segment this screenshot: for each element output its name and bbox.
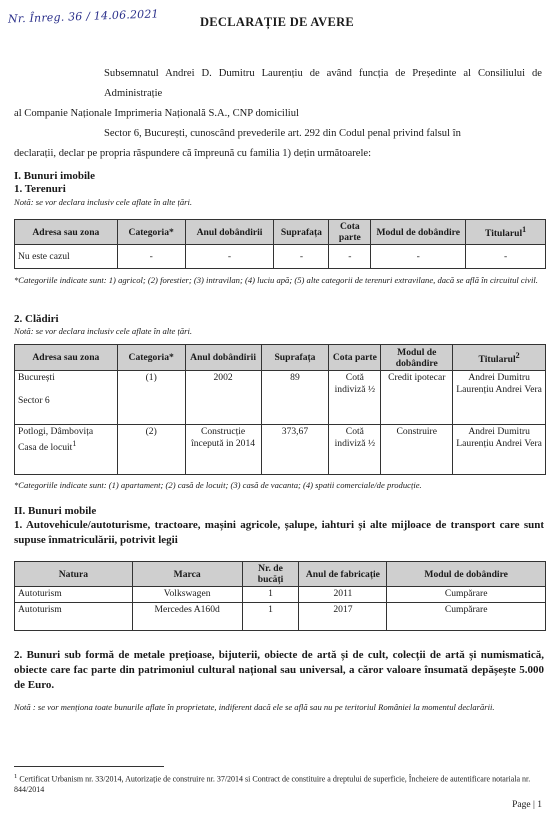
- land-table-header: [15, 220, 546, 245]
- veh-header-type: Natura: [15, 562, 133, 587]
- veh-cell-year: 2011: [299, 587, 387, 603]
- veh-cell-brand: Mercedes A160d: [132, 603, 242, 631]
- land-table: [14, 219, 546, 269]
- footnote-marker: 1: [14, 773, 18, 780]
- bld-header-owner: [453, 345, 546, 371]
- veh-cell-mode: Cumpărare: [387, 603, 546, 631]
- land-header-owner-sup: 1: [522, 225, 527, 235]
- veh-header-mode: Modul de dobândire: [387, 562, 546, 587]
- footnote-text: Certificat Urbanism nr. 33/2014, Autorizație de construire nr. 37/2014 si Contract de constituire a dreptului de superficie, Încheiere de autentificare notariala nr. 844/2014: [14, 774, 531, 795]
- bld-cell-address-sup: 1: [72, 438, 77, 448]
- valuables-note: Notă : se vor menționa toate bunurile aflate în proprietate, indiferent dacă ele se află sau nu pe teritoriul României la momentul declarării.: [14, 702, 495, 712]
- table-row: [15, 587, 546, 603]
- bld-header-address: Adresa sau zona: [15, 345, 118, 371]
- land-header-address: Adresa sau zona: [15, 220, 118, 245]
- land-cell-year: -: [185, 245, 274, 269]
- veh-cell-type: Autoturism: [15, 603, 133, 631]
- footnote-separator: [14, 766, 164, 767]
- table-row: [15, 245, 546, 269]
- document-title: DECLARAȚIE DE AVERE: [199, 15, 355, 29]
- bld-cell-address: București Sector 6: [15, 371, 118, 425]
- veh-cell-brand: Volkswagen: [132, 587, 242, 603]
- section-immovable-title: I. Bunuri imobile: [14, 170, 95, 182]
- veh-cell-count: 1: [242, 603, 299, 631]
- valuables-subtitle: 2. Bunuri sub formă de metale prețioase, bijuterii, obiecte de artă și de cult, colecții de artă și numismatică, obiecte care fac parte din patrimoniul cultural național sau universal, a căror valoare însumată depășește 5.000 de Euro.: [14, 649, 544, 691]
- bld-cell-category: (1): [117, 371, 185, 425]
- buildings-note: Notă: se vor declara inclusiv cele aflate în alte țări.: [14, 326, 193, 336]
- veh-cell-mode: Cumpărare: [387, 587, 546, 603]
- bld-header-year: Anul dobândirii: [185, 345, 261, 371]
- buildings-subtitle: 2. Clădiri: [14, 313, 59, 325]
- veh-cell-count: 1: [242, 587, 299, 603]
- land-categories-note: *Categoriile indicate sunt: 1) agricol; (2) forestier; (3) intravilan; (4) luciu apă; (5) alte categorii de terenuri extravilane, dacă se află în circuitul civil.: [14, 275, 538, 285]
- land-cell-address: Nu este cazul: [15, 245, 118, 269]
- intro-paragraph: [14, 64, 542, 164]
- land-header-area: Suprafața: [274, 220, 329, 245]
- land-header-owner: [466, 220, 546, 245]
- land-cell-mode: -: [371, 245, 466, 269]
- bld-header-category: Categoria*: [117, 345, 185, 371]
- bld-cell-mode: Construire: [381, 425, 453, 475]
- bld-cell-owner: Andrei Dumitru Laurențiu Andrei Vera: [453, 371, 546, 425]
- vehicles-table: [14, 561, 546, 631]
- intro-line-4: declarații, declar pe propria răspundere că împreună cu familia 1) dețin următoarele:: [14, 148, 372, 159]
- bld-header-share: Cota parte: [329, 345, 381, 371]
- bld-cell-mode: Credit ipotecar: [381, 371, 453, 425]
- bld-cell-year: 2002: [185, 371, 261, 425]
- bld-header-owner-label: Titularul: [478, 354, 516, 366]
- veh-header-year: Anul de fabricație: [299, 562, 387, 587]
- intro-line-1: Subsemnatul Andrei D. Dumitru Laurențiu de având funcția de Președinte al Consiliului de Administrație: [104, 68, 542, 99]
- page-number: Page | 1: [512, 800, 542, 810]
- bld-cell-area: 373,67: [261, 425, 329, 475]
- bld-cell-address-text: Potlogi, Dâmbovița Casa de locuit: [18, 426, 94, 453]
- footnote: [14, 772, 542, 796]
- registration-handwriting: Nr. Înreg. 36 / 14.06.2021: [7, 7, 159, 26]
- buildings-table: [14, 344, 546, 475]
- bld-cell-share: Cotă indiviză ½: [329, 371, 381, 425]
- buildings-table-header: [15, 345, 546, 371]
- intro-line-2: al Companie Naționale Imprimeria Națională S.A., CNP domiciliul: [14, 108, 299, 119]
- bld-header-mode: Modul de dobândire: [381, 345, 453, 371]
- land-header-share: Cota parte: [329, 220, 371, 245]
- bld-cell-category: (2): [117, 425, 185, 475]
- section-movable-title: II. Bunuri mobile: [14, 505, 97, 517]
- vehicles-table-header: [15, 562, 546, 587]
- bld-header-owner-sup: 2: [515, 350, 520, 360]
- land-header-year: Anul dobândirii: [185, 220, 274, 245]
- bld-header-area: Suprafața: [261, 345, 329, 371]
- land-cell-owner: -: [466, 245, 546, 269]
- veh-header-brand: Marca: [132, 562, 242, 587]
- bld-cell-year: Construcție începută in 2014: [185, 425, 261, 475]
- veh-header-count: Nr. de bucăți: [242, 562, 299, 587]
- bld-cell-share: Cotă indiviză ½: [329, 425, 381, 475]
- bld-cell-area: 89: [261, 371, 329, 425]
- table-row: [15, 603, 546, 631]
- intro-line-3: Sector 6, București, cunoscând prevederile art. 292 din Codul penal privind falsul în: [104, 128, 461, 139]
- land-cell-share: -: [329, 245, 371, 269]
- bld-cell-address: [15, 425, 118, 475]
- land-cell-area: -: [274, 245, 329, 269]
- bld-cell-owner: Andrei Dumitru Laurențiu Andrei Vera: [453, 425, 546, 475]
- veh-cell-year: 2017: [299, 603, 387, 631]
- vehicles-subtitle: 1. Autovehicule/autoturisme, tractoare, mașini agricole, șalupe, iahturi și alte mijloace de transport care sunt supuse înmatriculării, potrivit legii: [14, 519, 544, 546]
- land-cell-category: -: [117, 245, 185, 269]
- table-row: [15, 425, 546, 475]
- land-header-owner-label: Titularul: [484, 228, 523, 240]
- land-header-category: Categoria*: [117, 220, 185, 245]
- land-note: Notă: se vor declara inclusiv cele aflate în alte țări.: [14, 197, 193, 207]
- table-row: [15, 371, 546, 425]
- land-subtitle: 1. Terenuri: [14, 183, 66, 195]
- veh-cell-type: Autoturism: [15, 587, 133, 603]
- land-header-mode: Modul de dobândire: [371, 220, 466, 245]
- building-categories-note: *Categoriile indicate sunt: (1) apartament; (2) casă de locuit; (3) casă de vacanta; (4) spatii comerciale/de producție.: [14, 480, 422, 490]
